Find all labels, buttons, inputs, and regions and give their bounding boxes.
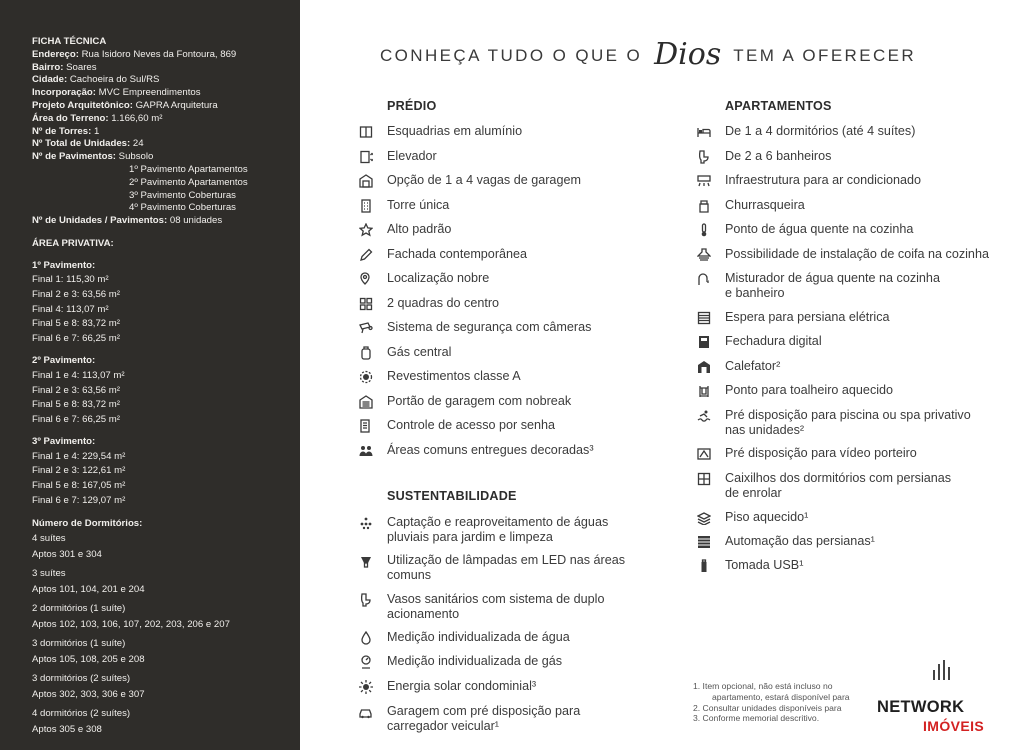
pavimento-item: 2º Pavimento Apartamentos bbox=[129, 176, 248, 188]
grill-icon bbox=[695, 198, 713, 213]
keypad-icon bbox=[695, 334, 713, 349]
star-icon bbox=[357, 222, 375, 237]
sustentabilidade-item-text bbox=[387, 654, 562, 669]
ficha-rows bbox=[32, 49, 300, 164]
apartamentos-item-line: Ponto de água quente na cozinha bbox=[725, 222, 914, 236]
ficha-title: FICHA TÉCNICA bbox=[32, 36, 107, 47]
network-imoveis-logo bbox=[874, 660, 1020, 746]
ficha-row bbox=[32, 62, 300, 75]
sustentabilidade-title: SUSTENTABILIDADE bbox=[387, 489, 517, 503]
ficha-row bbox=[32, 113, 300, 126]
area-row: Final 6 e 7: 129,07 m² bbox=[32, 494, 126, 506]
ficha-row bbox=[32, 49, 300, 62]
apartamentos-item-text bbox=[725, 310, 890, 325]
pencil-icon bbox=[357, 247, 375, 262]
blocks-icon bbox=[357, 296, 375, 311]
apartamentos-item bbox=[695, 446, 1015, 461]
dormitorios-list bbox=[32, 531, 300, 737]
footnote-1-cont: apartamento, estará disponível para bbox=[712, 691, 850, 702]
apartamentos-item-line: Ponto para toalheiro aquecido bbox=[725, 383, 894, 397]
predio-item-text bbox=[387, 320, 591, 335]
dorm-aptos: Aptos 302, 303, 306 e 307 bbox=[32, 688, 145, 700]
ficha-row bbox=[32, 151, 300, 164]
apartamentos-item bbox=[695, 471, 1015, 500]
predio-item-line: Elevador bbox=[387, 149, 437, 163]
pavimento-2-block bbox=[32, 354, 300, 427]
apartamentos-item-text bbox=[725, 271, 940, 300]
predio-item bbox=[357, 418, 687, 433]
dorm-type: 3 suítes bbox=[32, 568, 66, 580]
predio-item bbox=[357, 149, 687, 164]
apartamentos-item-line: Piso aquecido¹ bbox=[725, 510, 809, 524]
faucet-icon bbox=[695, 271, 713, 286]
ficha-key: Endereço: bbox=[32, 48, 79, 60]
predio-item-text bbox=[387, 394, 571, 409]
predio-item-line: Sistema de segurança com câmeras bbox=[387, 320, 592, 334]
dormitorios-title: Número de Dormitórios: bbox=[32, 518, 143, 530]
area-row: Final 1 e 4: 229,54 m² bbox=[32, 450, 126, 462]
apartamentos-title: APARTAMENTOS bbox=[725, 99, 832, 113]
footnotes bbox=[693, 681, 850, 724]
area-row: Final 4: 113,07 m² bbox=[32, 303, 109, 315]
ficha-value: GAPRA Arquitetura bbox=[132, 99, 218, 111]
dorm-aptos: Aptos 101, 104, 201 e 204 bbox=[32, 583, 145, 595]
pavimento-3-block bbox=[32, 435, 300, 508]
ficha-row bbox=[32, 74, 300, 87]
predio-item-line: Alto padrão bbox=[387, 222, 452, 236]
predio-item bbox=[357, 173, 687, 188]
sustentabilidade-item-line: carregador veicular¹ bbox=[387, 718, 499, 733]
apartamentos-item-text bbox=[725, 359, 780, 374]
sustentabilidade-item bbox=[357, 654, 687, 669]
pavimento-item: 1º Pavimento Apartamentos bbox=[129, 163, 248, 175]
headline-before: CONHEÇA TUDO O QUE O bbox=[380, 46, 643, 65]
ficha-key: Bairro: bbox=[32, 61, 64, 73]
sustentabilidade-item-line: Energia solar condominial³ bbox=[387, 679, 537, 693]
apartamentos-item bbox=[695, 534, 1015, 549]
area-row: Final 5 e 8: 167,05 m² bbox=[32, 480, 126, 492]
dorm-aptos: Aptos 305 e 308 bbox=[32, 723, 102, 735]
brand-name: NETWORK bbox=[877, 698, 965, 716]
led-lamp-icon bbox=[357, 553, 375, 568]
dorm-aptos: Aptos 102, 103, 106, 107, 202, 203, 206 e 207 bbox=[32, 618, 230, 630]
apartamentos-item-text bbox=[725, 408, 971, 437]
apartamentos-item-line: Tomada USB¹ bbox=[725, 558, 804, 572]
apartamentos-item-text bbox=[725, 383, 893, 398]
pavimentos-list bbox=[32, 164, 300, 215]
gas-icon bbox=[357, 345, 375, 360]
dorm-type: 3 dormitórios (2 suítes) bbox=[32, 673, 131, 685]
ficha-value: Cachoeira do Sul/RS bbox=[67, 74, 160, 86]
toilet-icon bbox=[695, 149, 713, 164]
dorm-type: 2 dormitórios (1 suíte) bbox=[32, 603, 126, 615]
usb-icon bbox=[695, 558, 713, 573]
swimmer-icon bbox=[695, 408, 713, 423]
pavimento-3-list bbox=[32, 450, 300, 508]
ficha-value: Rua Isidoro Neves da Fontoura, 869 bbox=[78, 48, 237, 60]
ficha-key: Nº Total de Unidades: bbox=[32, 138, 131, 150]
predio-item-text bbox=[387, 149, 437, 164]
predio-item-line: 2 quadras do centro bbox=[387, 296, 500, 310]
predio-item bbox=[357, 345, 687, 360]
apartamentos-item-text bbox=[725, 198, 805, 213]
sustentabilidade-item bbox=[357, 630, 687, 645]
elevator-icon bbox=[357, 149, 375, 164]
apartamentos-item-line: De 1 a 4 dormitórios (até 4 suítes) bbox=[725, 124, 916, 138]
sustentabilidade-item bbox=[357, 592, 687, 621]
predio-item-line: Controle de acesso por senha bbox=[387, 418, 556, 432]
predio-item-text bbox=[387, 198, 449, 213]
apartamentos-item-text bbox=[725, 149, 831, 164]
bed-icon bbox=[695, 124, 713, 139]
apartamentos-item-text bbox=[725, 222, 913, 237]
apartamentos-item bbox=[695, 271, 1015, 300]
window-icon bbox=[357, 124, 375, 139]
predio-item-text bbox=[387, 271, 489, 286]
heated-floor-icon bbox=[695, 510, 713, 525]
predio-item bbox=[357, 247, 687, 262]
apartamentos-item-line: Misturador de água quente na cozinha bbox=[725, 271, 940, 285]
ficha-value: 24 bbox=[130, 138, 144, 150]
pavimento-item: 3º Pavimento Coberturas bbox=[129, 189, 236, 201]
footnote-2: 2. Consultar unidades disponíveis para bbox=[693, 702, 842, 713]
heater-icon bbox=[695, 359, 713, 374]
apartamentos-item-line: Fechadura digital bbox=[725, 334, 822, 348]
area-row: Final 6 e 7: 66,25 m² bbox=[32, 332, 120, 344]
toilet-icon bbox=[357, 592, 375, 607]
area-row: Final 5 e 8: 83,72 m² bbox=[32, 318, 120, 330]
apartamentos-item-line: Caixilhos dos dormitórios com persianas bbox=[725, 471, 952, 485]
ficha-key: Nº de Pavimentos: bbox=[32, 151, 117, 163]
area-privativa-title: ÁREA PRIVATIVA: bbox=[32, 237, 114, 249]
headline-after: TEM A OFERECER bbox=[733, 46, 917, 65]
area-row: Final 2 e 3: 122,61 m² bbox=[32, 465, 126, 477]
predio-item bbox=[357, 296, 687, 311]
pavimento-2-list bbox=[32, 369, 300, 427]
apartamentos-item bbox=[695, 408, 1015, 437]
apartamentos-item bbox=[695, 198, 1015, 213]
sustentabilidade-item-line: Garagem com pré disposição para bbox=[387, 704, 581, 718]
brand-sub: IMÓVEIS bbox=[923, 718, 985, 734]
ficha-key: Cidade: bbox=[32, 74, 68, 86]
sustentabilidade-item-text bbox=[387, 515, 608, 544]
gas-meter-icon bbox=[357, 654, 375, 669]
ficha-key: Área do Terreno: bbox=[32, 112, 109, 124]
sustentabilidade-item-line: pluviais para jardim e limpeza bbox=[387, 529, 553, 544]
video-intercom-icon bbox=[695, 446, 713, 461]
garage-icon bbox=[357, 173, 375, 188]
apartamentos-item-line: Espera para persiana elétrica bbox=[725, 310, 890, 324]
pavimento-1-block bbox=[32, 259, 300, 347]
sustentabilidade-item bbox=[357, 515, 687, 544]
predio-item-line: Torre única bbox=[387, 198, 450, 212]
sustentabilidade-item-line: Medição individualizada de gás bbox=[387, 654, 563, 668]
apartamentos-item-text bbox=[725, 471, 951, 500]
apartamentos-item-text bbox=[725, 558, 803, 573]
apartamentos-item-text bbox=[725, 334, 822, 349]
apartamentos-item-line: Pré disposição para vídeo porteiro bbox=[725, 446, 917, 460]
predio-item-line: Portão de garagem com nobreak bbox=[387, 394, 572, 408]
predio-item-text bbox=[387, 247, 527, 262]
apartamentos-item bbox=[695, 510, 1015, 525]
predio-item bbox=[357, 320, 687, 335]
predio-item-line: Gás central bbox=[387, 345, 452, 359]
area-row: Final 6 e 7: 66,25 m² bbox=[32, 413, 120, 425]
apartamentos-item-line: Automação das persianas¹ bbox=[725, 534, 875, 548]
apartamentos-item bbox=[695, 124, 1015, 139]
apartamentos-item-line: Calefator² bbox=[725, 359, 781, 373]
sustentabilidade-item bbox=[357, 553, 687, 582]
apartamentos-item bbox=[695, 359, 1015, 374]
area-row: Final 5 e 8: 83,72 m² bbox=[32, 399, 120, 411]
dorm-type: 4 dormitórios (2 suítes) bbox=[32, 708, 131, 720]
ficha-value: MVC Empreendimentos bbox=[95, 87, 201, 99]
hood-icon bbox=[695, 247, 713, 262]
apartamentos-item bbox=[695, 383, 1015, 398]
gate-icon bbox=[357, 394, 375, 409]
sustentabilidade-item-text bbox=[387, 630, 570, 645]
predio-item bbox=[357, 443, 687, 458]
predio-item-text bbox=[387, 173, 581, 188]
access-icon bbox=[357, 418, 375, 433]
predio-item-text bbox=[387, 345, 451, 360]
sustentabilidade-item-line: Captação e reaproveitamento de águas bbox=[387, 515, 609, 529]
gear-icon bbox=[357, 369, 375, 384]
camera-icon bbox=[357, 320, 375, 335]
apartamentos-item bbox=[695, 149, 1015, 164]
predio-item-text bbox=[387, 296, 499, 311]
window-frame-icon bbox=[695, 471, 713, 486]
sustentabilidade-item-text bbox=[387, 553, 625, 582]
area-row: Final 1: 115,30 m² bbox=[32, 274, 109, 286]
predio-item bbox=[357, 394, 687, 409]
apartamentos-item-line: De 2 a 6 banheiros bbox=[725, 149, 832, 163]
ficha-row bbox=[32, 138, 300, 151]
predio-item bbox=[357, 198, 687, 213]
predio-item-text bbox=[387, 369, 521, 384]
pavimento-1-title: 1º Pavimento: bbox=[32, 259, 96, 271]
ficha-value: Soares bbox=[63, 61, 97, 73]
area-row: Final 2 e 3: 63,56 m² bbox=[32, 384, 120, 396]
apartamentos-item bbox=[695, 173, 1015, 188]
ficha-row-unidades: Nº de Unidades / Pavimentos: 08 unidades bbox=[32, 215, 223, 227]
apartamentos-item bbox=[695, 222, 1015, 237]
predio-item-text bbox=[387, 222, 451, 237]
ficha-value: 1.166,60 m² bbox=[108, 112, 163, 124]
apartamentos-item-text bbox=[725, 124, 915, 139]
dorm-aptos: Aptos 105, 108, 205 e 208 bbox=[32, 653, 145, 665]
predio-item bbox=[357, 271, 687, 286]
sustentabilidade-item-line: acionamento bbox=[387, 606, 460, 621]
ficha-value: 1 bbox=[91, 125, 100, 137]
sustentabilidade-item-line: Vasos sanitários com sistema de duplo bbox=[387, 592, 605, 606]
predio-item-line: Revestimentos classe A bbox=[387, 369, 521, 383]
apartamentos-item-text bbox=[725, 534, 875, 549]
apartamentos-item-text bbox=[725, 173, 921, 188]
apartamentos-item bbox=[695, 247, 1015, 262]
location-icon bbox=[357, 271, 375, 286]
footnote-1: 1. Item opcional, não está incluso no bbox=[693, 681, 833, 691]
predio-item-text bbox=[387, 443, 594, 458]
dios-logo: Dios bbox=[654, 36, 722, 72]
apartamentos-item-line: nas unidades² bbox=[725, 422, 805, 437]
dorm-type: 3 dormitórios (1 suíte) bbox=[32, 638, 126, 650]
sustentabilidade-item-line: Utilização de lâmpadas em LED nas áreas bbox=[387, 553, 626, 567]
apartamentos-item-line: Possibilidade de instalação de coifa na cozinha bbox=[725, 247, 989, 261]
ficha-key: Projeto Arquitetônico: bbox=[32, 99, 133, 111]
predio-title: PRÉDIO bbox=[387, 99, 437, 113]
predio-item bbox=[357, 124, 687, 139]
water-drop-icon bbox=[357, 630, 375, 645]
predio-item-line: Localização nobre bbox=[387, 271, 490, 285]
sustentabilidade-item-text bbox=[387, 679, 536, 694]
predio-item-line: Opção de 1 a 4 vagas de garagem bbox=[387, 173, 581, 187]
apartamentos-item-text bbox=[725, 247, 989, 262]
apartamentos-item-line: e banheiro bbox=[725, 285, 785, 300]
ficha-row bbox=[32, 87, 300, 100]
blind-icon bbox=[695, 310, 713, 325]
towel-rack-icon bbox=[695, 383, 713, 398]
sustentabilidade-item-text bbox=[387, 592, 604, 621]
sustentabilidade-item-line: Medição individualizada de água bbox=[387, 630, 570, 644]
apartamentos-item-line: Pré disposição para piscina ou spa privativo bbox=[725, 408, 971, 422]
tower-icon bbox=[357, 198, 375, 213]
predio-item-text bbox=[387, 418, 555, 433]
drops-icon bbox=[357, 515, 375, 530]
apartamentos-item bbox=[695, 310, 1015, 325]
area-row: Final 1 e 4: 113,07 m² bbox=[32, 369, 125, 381]
pavimento-1-list bbox=[32, 273, 300, 346]
apartamentos-item-line: Churrasqueira bbox=[725, 198, 805, 212]
sustentabilidade-item bbox=[357, 704, 687, 733]
ev-car-icon bbox=[357, 704, 375, 719]
pavimento-3-title: 3º Pavimento: bbox=[32, 436, 96, 448]
headline bbox=[380, 36, 940, 76]
apartamentos-item-text bbox=[725, 510, 808, 525]
dorm-type: 4 suítes bbox=[32, 533, 66, 545]
ficha-value: Subsolo bbox=[116, 151, 154, 163]
predio-item bbox=[357, 222, 687, 237]
predio-item bbox=[357, 369, 687, 384]
sustentabilidade-item bbox=[357, 679, 687, 694]
footnote-3: 3. Conforme memorial descritivo. bbox=[693, 713, 820, 724]
air-conditioner-icon bbox=[695, 173, 713, 188]
people-icon bbox=[357, 443, 375, 458]
pavimento-item: 4º Pavimento Coberturas bbox=[129, 202, 236, 214]
apartamentos-item bbox=[695, 558, 1015, 573]
predio-item-line: Esquadrias em alumínio bbox=[387, 124, 523, 138]
ficha-key: Incorporação: bbox=[32, 87, 96, 99]
thermometer-icon bbox=[695, 222, 713, 237]
predio-item-line: Fachada contemporânea bbox=[387, 247, 528, 261]
blind-automation-icon bbox=[695, 534, 713, 549]
apartamentos-item bbox=[695, 334, 1015, 349]
predio-item-text bbox=[387, 124, 522, 139]
apartamentos-item-text bbox=[725, 446, 917, 461]
sustentabilidade-item-text bbox=[387, 704, 580, 733]
sustentabilidade-item-line: comuns bbox=[387, 567, 432, 582]
ficha-row bbox=[32, 126, 300, 139]
apartamentos-item-line: Infraestrutura para ar condicionado bbox=[725, 173, 922, 187]
predio-item-line: Áreas comuns entregues decoradas³ bbox=[387, 443, 594, 457]
dorm-aptos: Aptos 301 e 304 bbox=[32, 548, 102, 560]
ficha-tecnica-panel bbox=[0, 0, 300, 750]
pavimento-2-title: 2º Pavimento: bbox=[32, 355, 96, 367]
building-bars-icon bbox=[932, 660, 952, 680]
apartamentos-item-line: de enrolar bbox=[725, 485, 782, 500]
area-row: Final 2 e 3: 63,56 m² bbox=[32, 288, 120, 300]
ficha-key: Nº de Torres: bbox=[32, 125, 92, 137]
sun-icon bbox=[357, 679, 375, 694]
ficha-row bbox=[32, 100, 300, 113]
